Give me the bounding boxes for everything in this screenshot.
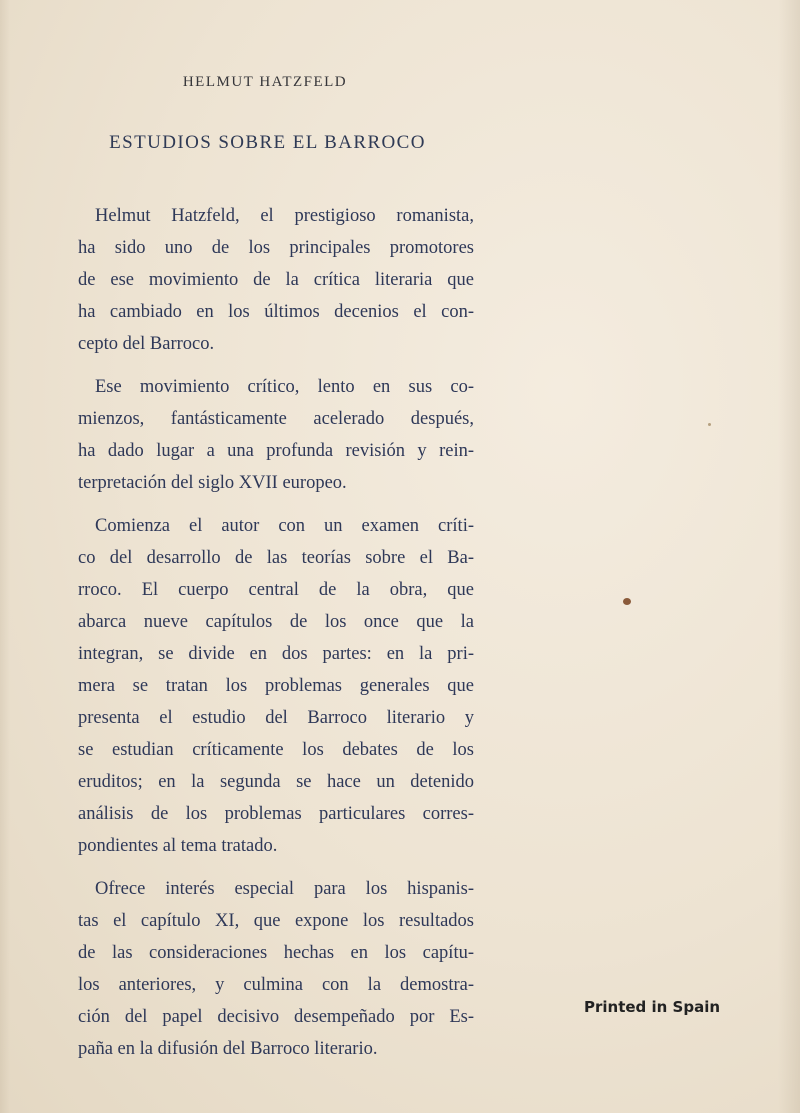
text-line: ha sido uno de los principales promotores xyxy=(78,238,474,258)
text-line: Ofrece interés especial para los hispanis- xyxy=(95,879,474,899)
paper-fold-shadow xyxy=(0,0,10,1113)
text-line: eruditos; en la segunda se hace un detenido xyxy=(78,772,474,792)
blurb-text xyxy=(78,200,474,1065)
text-line: cepto del Barroco. xyxy=(78,334,215,354)
text-line: integran, se divide en dos partes: en la pri- xyxy=(78,644,474,664)
book-title: ESTUDIOS SOBRE EL BARROCO xyxy=(109,132,426,153)
author-name: HELMUT HATZFELD xyxy=(182,74,348,90)
text-line: ha dado lugar a una profunda revisión y rein- xyxy=(78,441,474,461)
text-line: los anteriores, y culmina con la demostra- xyxy=(78,975,474,995)
text-line: rroco. El cuerpo central de la obra, que xyxy=(78,580,474,600)
text-line: ción del papel decisivo desempeñado por Es- xyxy=(78,1007,474,1027)
paragraph-3 xyxy=(78,510,474,862)
paragraph-1 xyxy=(78,200,474,360)
text-line: ha cambiado en los últimos decenios el con- xyxy=(78,302,474,322)
paper-stain xyxy=(623,598,631,605)
text-line: mienzos, fantásticamente acelerado después, xyxy=(78,409,474,429)
text-line: mera se tratan los problemas generales que xyxy=(78,676,474,696)
paper-edge-shadow xyxy=(778,0,800,1113)
text-line: co del desarrollo de las teorías sobre el Ba- xyxy=(78,548,474,568)
text-line: pondientes al tema tratado. xyxy=(78,836,278,856)
text-line: paña en la difusión del Barroco literario. xyxy=(78,1039,378,1059)
text-line: análisis de los problemas particulares corres- xyxy=(78,804,474,824)
text-line: abarca nueve capítulos de los once que la xyxy=(78,612,474,632)
paragraph-2 xyxy=(78,371,474,499)
text-line: se estudian críticamente los debates de los xyxy=(78,740,474,760)
printed-in-spain-imprint: Printed in Spain xyxy=(584,998,721,1016)
text-line: tas el capítulo XI, que expone los resultados xyxy=(78,911,474,931)
paper-speck xyxy=(708,423,711,426)
paragraph-4 xyxy=(78,873,474,1065)
text-line: terpretación del siglo XVII europeo. xyxy=(78,473,347,493)
text-line: de ese movimiento de la crítica literaria que xyxy=(78,270,474,290)
text-line: presenta el estudio del Barroco literario y xyxy=(78,708,474,728)
text-line: Comienza el autor con un examen críti- xyxy=(95,516,474,536)
text-line: de las consideraciones hechas en los capítu- xyxy=(78,943,474,963)
text-line: Ese movimiento crítico, lento en sus co- xyxy=(95,377,474,397)
text-line: Helmut Hatzfeld, el prestigioso romanista, xyxy=(95,206,474,226)
